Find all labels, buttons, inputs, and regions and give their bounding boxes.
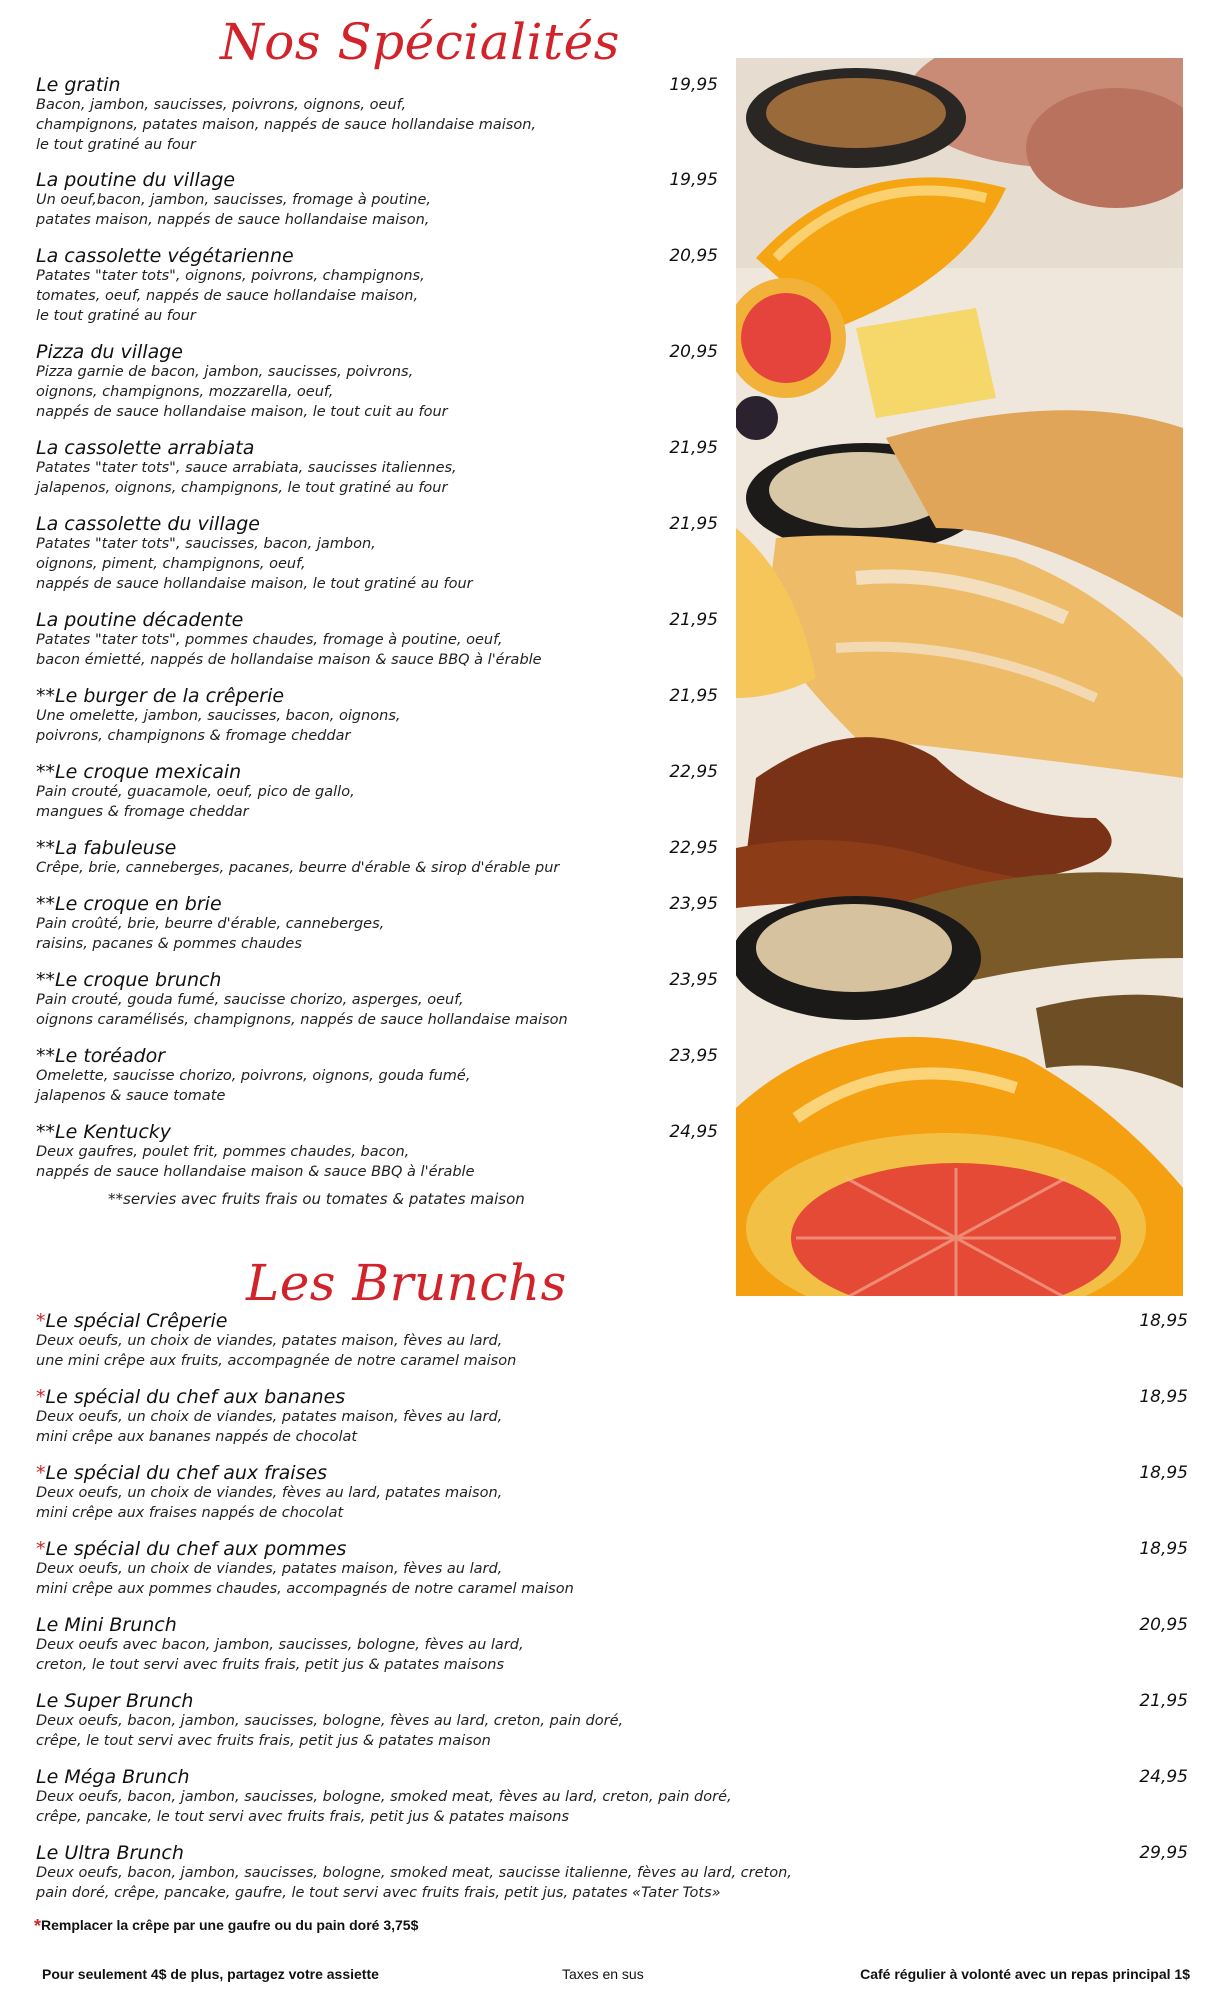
item-description: Pain crouté, guacamole, oeuf, pico de gallo, mangues & fromage cheddar xyxy=(36,784,355,820)
item-price: 23,95 xyxy=(669,970,718,990)
menu-item xyxy=(36,1387,502,1447)
item-name: La poutine du village xyxy=(36,169,236,191)
star-marker: * xyxy=(36,1538,46,1560)
share-plate-note: Pour seulement 4$ de plus, partagez votre assiette xyxy=(42,1966,379,1982)
item-description: Patates "tater tots", oignons, poivrons, champignons, tomates, oeuf, nappés de sauce hollandaise maison, le tout gratiné au four xyxy=(36,268,425,324)
item-price: 18,95 xyxy=(1139,1539,1188,1559)
item-price: 21,95 xyxy=(669,610,718,630)
star-marker: * xyxy=(36,1462,46,1484)
item-price: 20,95 xyxy=(669,246,718,266)
item-name: La cassolette végétarienne xyxy=(36,245,294,267)
item-name: Pizza du village xyxy=(36,341,183,363)
star-marker: * xyxy=(36,1310,46,1332)
item-description: Omelette, saucisse chorizo, poivrons, oignons, gouda fumé, jalapenos & sauce tomate xyxy=(36,1068,471,1104)
item-description: Deux oeufs, bacon, jambon, saucisses, bologne, fèves au lard, creton, pain doré, crêpe, le tout servi avec fruits frais, petit jus & patates maison xyxy=(36,1713,624,1749)
item-price: 21,95 xyxy=(1139,1691,1188,1711)
menu-item xyxy=(36,1691,623,1751)
item-price: 18,95 xyxy=(1139,1311,1188,1331)
menu-item xyxy=(36,1767,732,1827)
item-name: La poutine décadente xyxy=(36,609,244,631)
taxes-note: Taxes en sus xyxy=(562,1966,644,1982)
item-price: 24,95 xyxy=(669,1122,718,1142)
item-price: 19,95 xyxy=(669,170,718,190)
item-price: 21,95 xyxy=(669,438,718,458)
coffee-refill-note: Café régulier à volonté avec un repas principal 1$ xyxy=(860,1966,1190,1982)
served-with-note: **servies avec fruits frais ou tomates & patates maison xyxy=(108,1190,525,1208)
item-name: La cassolette arrabiata xyxy=(36,437,255,459)
item-description: Deux oeufs, un choix de viandes, patates maison, fèves au lard, mini crêpe aux pommes chaudes, accompagnés de notre caramel maison xyxy=(36,1561,574,1597)
item-price: 20,95 xyxy=(669,342,718,362)
star-marker: * xyxy=(34,1916,42,1936)
item-description: Deux oeufs, bacon, jambon, saucisses, bologne, smoked meat, saucisse italienne, fèves au lard, creton, pain doré, crêpe, pancake, gaufre, le tout servi avec fruits frais, petit jus, patates «Tater Tots» xyxy=(36,1865,792,1901)
item-price: 29,95 xyxy=(1139,1843,1188,1863)
item-description: Deux oeufs, bacon, jambon, saucisses, bologne, smoked meat, fèves au lard, creton, pain doré, crêpe, pancake, le tout servi avec fruits frais, petit jus & patates maisons xyxy=(36,1789,732,1825)
item-price: 18,95 xyxy=(1139,1387,1188,1407)
item-name: **Le burger de la crêperie xyxy=(36,685,285,707)
item-description: Crêpe, brie, canneberges, pacanes, beurre d'érable & sirop d'érable pur xyxy=(36,860,560,876)
menu-item xyxy=(36,1615,524,1675)
item-price: 21,95 xyxy=(669,514,718,534)
item-description: Un oeuf,bacon, jambon, saucisses, fromage à poutine, patates maison, nappés de sauce hollandaise maison, xyxy=(36,192,432,228)
item-name: **Le croque en brie xyxy=(36,893,222,915)
item-name: *Le spécial du chef aux pommes xyxy=(36,1538,347,1560)
brunchs-title: Les Brunchs xyxy=(246,1254,567,1312)
item-name: **Le Kentucky xyxy=(36,1121,172,1143)
item-description: Deux gaufres, poulet frit, pommes chaudes, bacon, nappés de sauce hollandaise maison & sauce BBQ à l'érable xyxy=(36,1144,475,1180)
replace-crepe-note: *Remplacer la crêpe par une gaufre ou du pain doré 3,75$ xyxy=(34,1916,419,1936)
item-name: Le gratin xyxy=(36,74,121,96)
item-name: **Le croque brunch xyxy=(36,969,222,991)
item-description: Patates "tater tots", pommes chaudes, fromage à poutine, oeuf, bacon émietté, nappés de hollandaise maison & sauce BBQ à l'érable xyxy=(36,632,542,668)
menu-item xyxy=(36,1843,792,1903)
item-name: Le Méga Brunch xyxy=(36,1766,190,1788)
item-description: Pain crouté, gouda fumé, saucisse chorizo, asperges, oeuf, oignons caramélisés, champignons, nappés de sauce hollandaise maison xyxy=(36,992,568,1028)
item-description: Deux oeufs, un choix de viandes, fèves au lard, patates maison, mini crêpe aux fraises nappés de chocolat xyxy=(36,1485,503,1521)
menu-item xyxy=(36,1463,502,1523)
item-name: Le Super Brunch xyxy=(36,1690,194,1712)
item-price: 23,95 xyxy=(669,894,718,914)
item-name: **Le toréador xyxy=(36,1045,166,1067)
item-price: 18,95 xyxy=(1139,1463,1188,1483)
item-price: 23,95 xyxy=(669,1046,718,1066)
menu-item xyxy=(36,1539,574,1599)
item-price: 22,95 xyxy=(669,838,718,858)
item-description: Deux oeufs, un choix de viandes, patates maison, fèves au lard, mini crêpe aux bananes nappés de chocolat xyxy=(36,1409,503,1445)
item-name: **Le croque mexicain xyxy=(36,761,242,783)
item-description: Pain croûté, brie, beurre d'érable, canneberges, raisins, pacanes & pommes chaudes xyxy=(36,916,385,952)
star-marker: * xyxy=(36,1386,46,1408)
item-price: 21,95 xyxy=(669,686,718,706)
item-price: 22,95 xyxy=(669,762,718,782)
item-name: *Le spécial Crêperie xyxy=(36,1310,228,1332)
item-description: Patates "tater tots", saucisses, bacon, jambon, oignons, piment, champignons, oeuf, nappés de sauce hollandaise maison, le tout gratiné au four xyxy=(36,536,473,592)
item-description: Patates "tater tots", sauce arrabiata, saucisses italiennes, jalapenos, oignons, champignons, le tout gratiné au four xyxy=(36,460,457,496)
item-name: *Le spécial du chef aux bananes xyxy=(36,1386,346,1408)
item-price: 24,95 xyxy=(1139,1767,1188,1787)
item-name: *Le spécial du chef aux fraises xyxy=(36,1462,328,1484)
menu-item xyxy=(36,1311,516,1371)
item-name: Le Mini Brunch xyxy=(36,1614,177,1636)
item-price: 20,95 xyxy=(1139,1615,1188,1635)
item-price: 19,95 xyxy=(669,75,718,95)
item-description: Deux oeufs avec bacon, jambon, saucisses, bologne, fèves au lard, creton, le tout servi avec fruits frais, petit jus & patates maisons xyxy=(36,1637,524,1673)
item-name: Le Ultra Brunch xyxy=(36,1842,184,1864)
item-name: La cassolette du village xyxy=(36,513,260,535)
specialites-title: Nos Spécialités xyxy=(220,13,620,71)
item-name: **La fabuleuse xyxy=(36,837,177,859)
item-description: Une omelette, jambon, saucisses, bacon, oignons, poivrons, champignons & fromage cheddar xyxy=(36,708,401,744)
item-description: Pizza garnie de bacon, jambon, saucisses, poivrons, oignons, champignons, mozzarella, oeuf, nappés de sauce hollandaise maison, le tout cuit au four xyxy=(36,364,448,420)
item-description: Deux oeufs, un choix de viandes, patates maison, fèves au lard, une mini crêpe aux fruits, accompagnée de notre caramel maison xyxy=(36,1333,517,1369)
item-description: Bacon, jambon, saucisses, poivrons, oignons, oeuf, champignons, patates maison, nappés de sauce hollandaise maison, le tout gratiné au four xyxy=(36,97,537,153)
